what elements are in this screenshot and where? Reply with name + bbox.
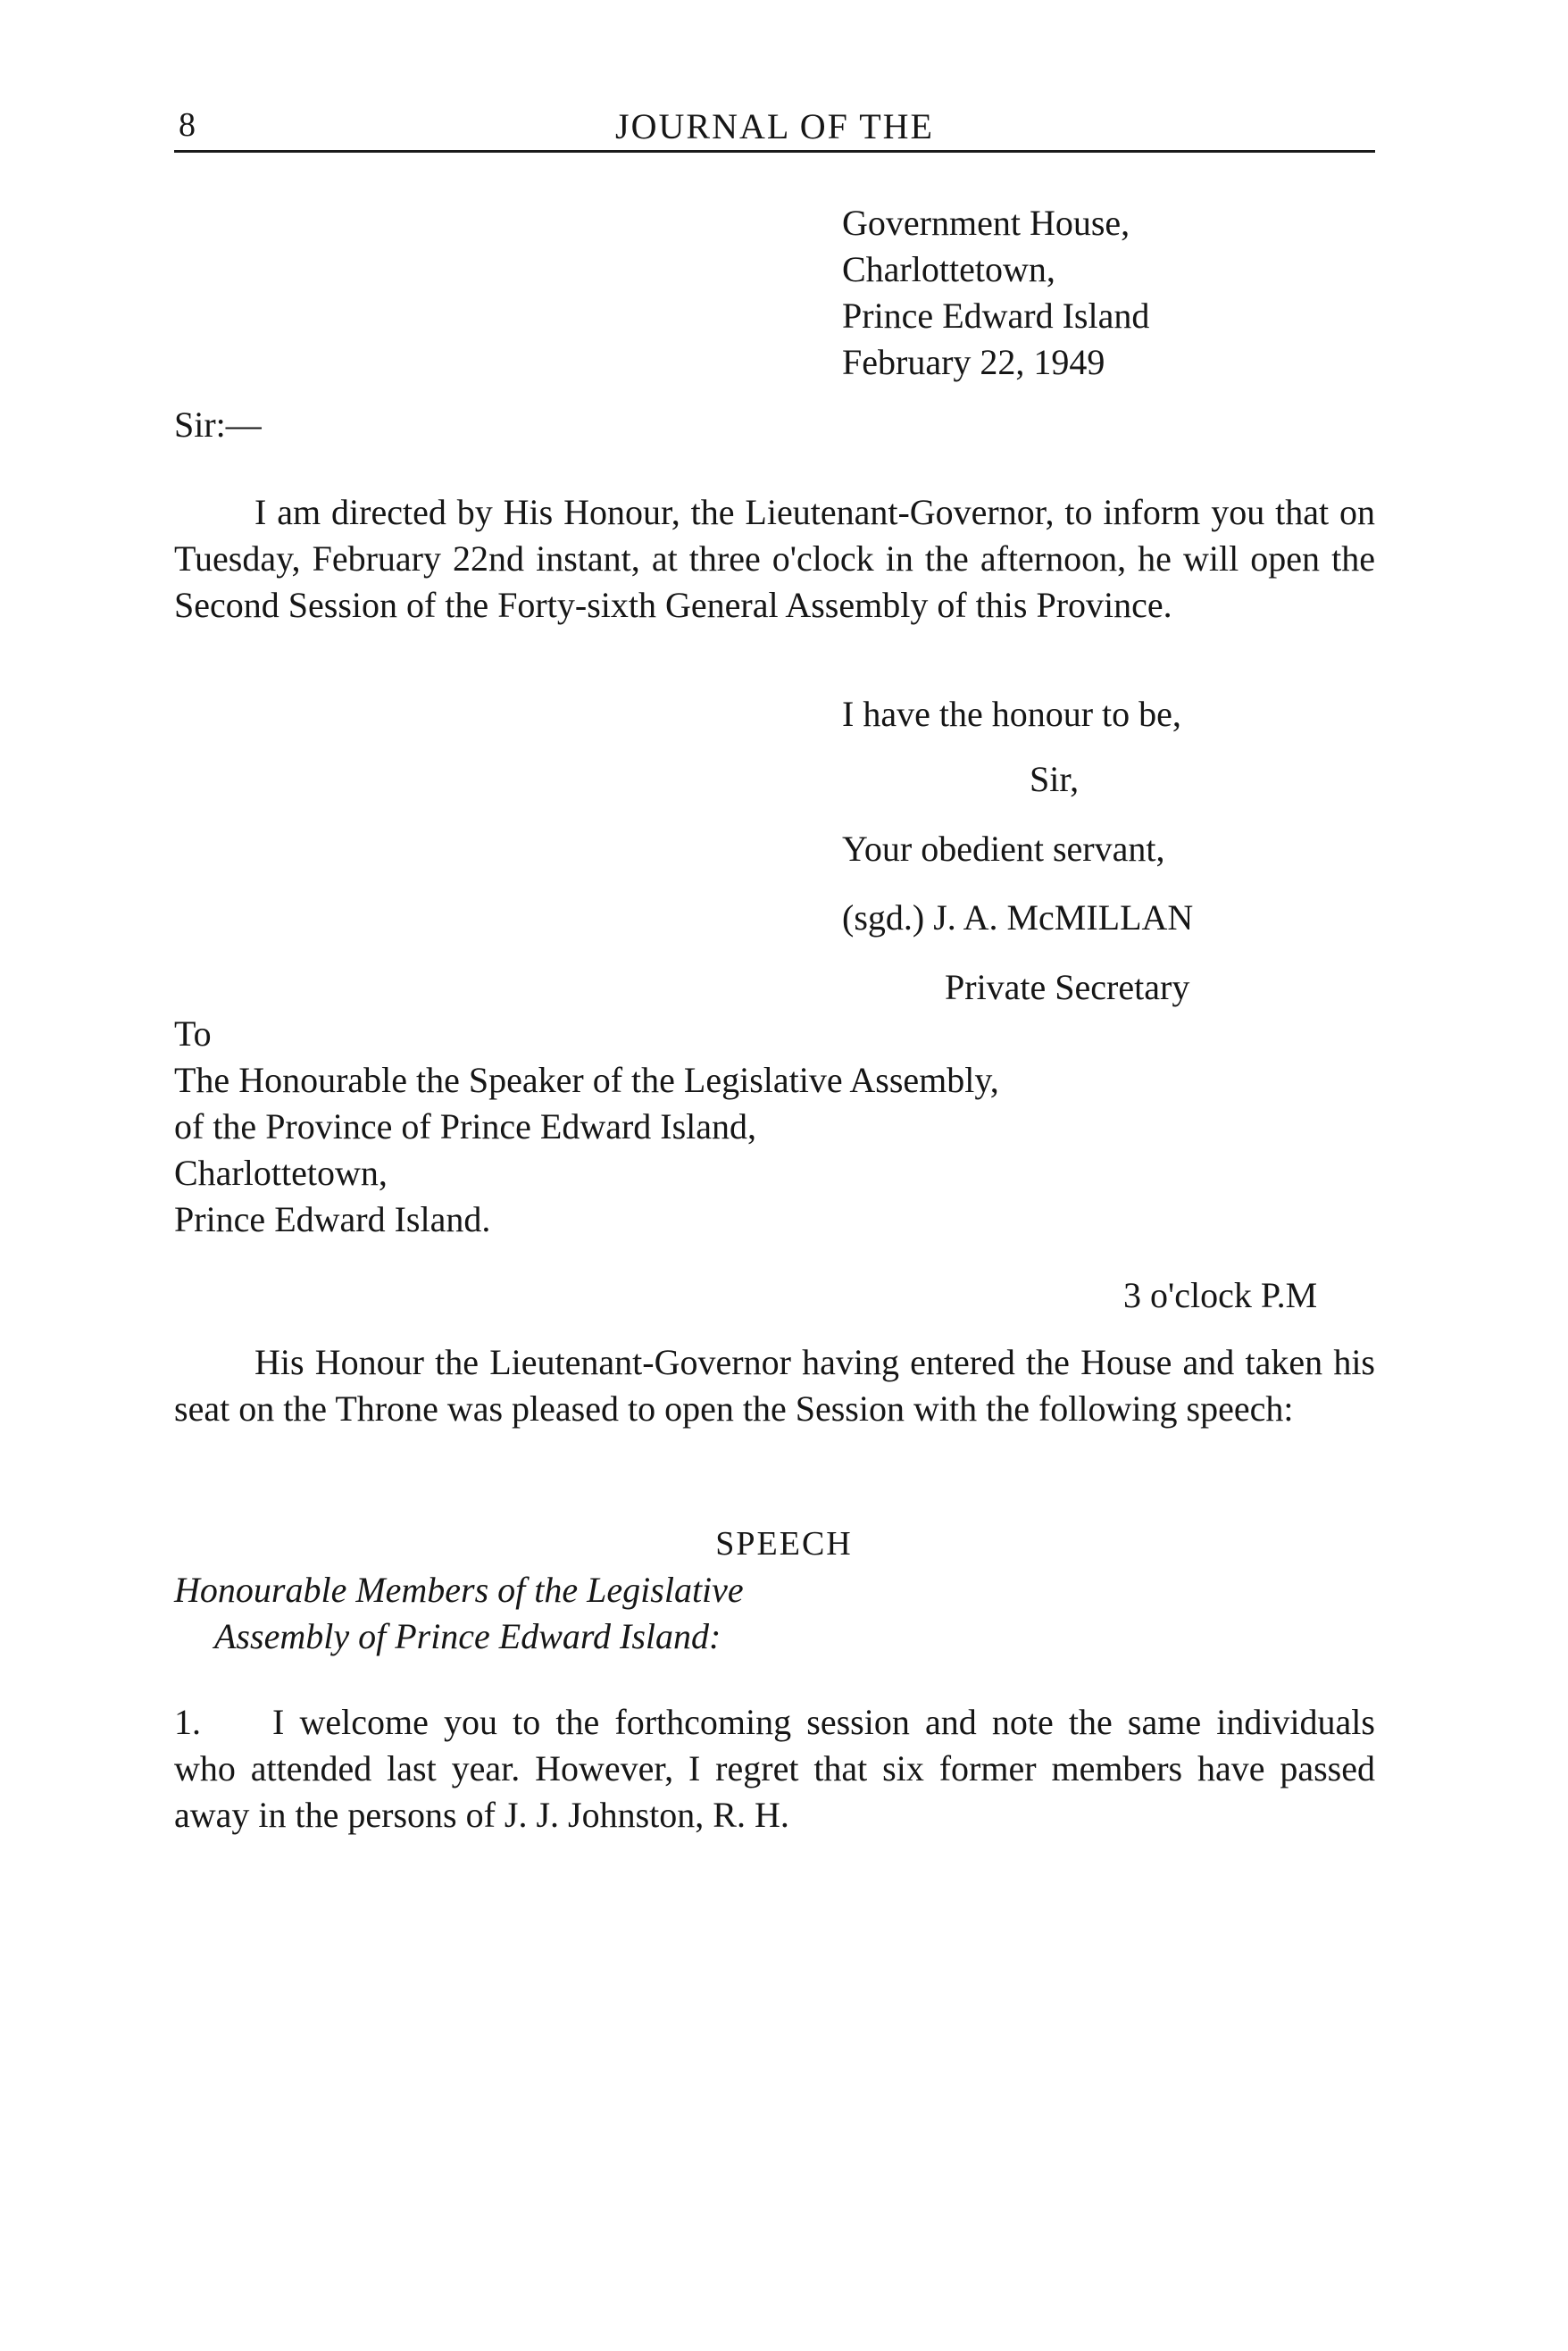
signatory-title: Private Secretary bbox=[945, 967, 1190, 1007]
speech-address-line: Assembly of Prince Edward Island: bbox=[214, 1616, 721, 1656]
closing-line: I have the honour to be, bbox=[842, 694, 1181, 734]
address-line: Government House, bbox=[842, 203, 1130, 243]
letter-body bbox=[174, 489, 1375, 629]
recipient-line: of the Province of Prince Edward Island, bbox=[174, 1106, 757, 1146]
signature: (sgd.) J. A. McMILLAN bbox=[842, 897, 1194, 938]
recipient-line: Charlottetown, bbox=[174, 1153, 388, 1193]
letter-body-text: I am directed by His Honour, the Lieutenant-Governor, to inform you that on Tuesday, February 22nd instant, at three o'clock in the afternoon, he will open the Second Session of the Forty-sixth General Assembly of this Province. bbox=[174, 492, 1375, 625]
speech-paragraph-text: I welcome you to the forthcoming session and note the same individuals who attended last year. However, I regret that six former members have passed away in the persons of J. J. Johnston, R. H. bbox=[174, 1702, 1375, 1835]
proceedings-text: His Honour the Lieutenant-Governor having entered the House and taken his seat on the Throne was pleased to open the Session with the following speech: bbox=[174, 1342, 1375, 1429]
speech-paragraph bbox=[174, 1699, 1375, 1838]
running-head: JOURNAL OF THE bbox=[615, 106, 934, 146]
page-number: 8 bbox=[179, 106, 196, 144]
speech-title: SPEECH bbox=[715, 1525, 853, 1563]
page-header bbox=[174, 105, 1375, 153]
session-time: 3 o'clock P.M bbox=[1123, 1275, 1318, 1315]
recipient-line: The Honourable the Speaker of the Legislative Assembly, bbox=[174, 1060, 999, 1100]
closing-servant: Your obedient servant, bbox=[842, 829, 1165, 869]
address-line: Prince Edward Island bbox=[842, 296, 1150, 336]
recipient-line: Prince Edward Island. bbox=[174, 1199, 491, 1239]
recipient-line: To bbox=[174, 1013, 212, 1054]
letter-date: February 22, 1949 bbox=[842, 342, 1105, 382]
proceedings bbox=[174, 1339, 1375, 1432]
address-line: Charlottetown, bbox=[842, 249, 1055, 289]
salutation: Sir:— bbox=[174, 404, 262, 445]
speech-address-line: Honourable Members of the Legislative bbox=[174, 1570, 744, 1610]
closing-sir: Sir, bbox=[1030, 759, 1080, 799]
paragraph-number: 1. bbox=[174, 1702, 201, 1742]
